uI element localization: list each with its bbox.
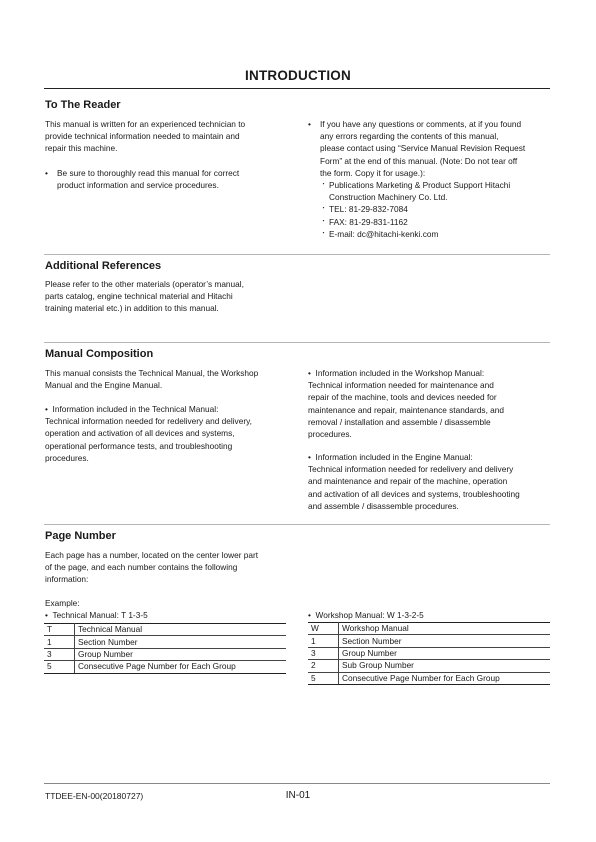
table-row: W Workshop Manual [308, 623, 550, 635]
section-heading-page-number: Page Number [45, 530, 116, 542]
bullet-icon: • [45, 404, 48, 414]
reader-bullet-read: • Be sure to thoroughly read this manual for correct product information and service procedures. [45, 168, 240, 191]
table-row: 3 Group Number [308, 647, 550, 659]
page-number-text: Each page has a number, located on the center lower part of the page, and each number contains the following information: [45, 550, 259, 585]
bullet-icon: • [308, 119, 311, 129]
section-divider [44, 524, 550, 525]
workshop-page-number-table [308, 622, 550, 685]
additional-references-text: Please refer to the other materials (operator’s manual, parts catalog, engine technical material and Hitachi training material etc.) in addition to this manual. [45, 279, 244, 314]
bullet-icon: • [45, 168, 48, 178]
section-divider [44, 342, 550, 343]
page-title: INTRODUCTION [245, 68, 351, 83]
section-heading-manual-composition: Manual Composition [45, 348, 154, 360]
bullet-icon: • [45, 610, 48, 620]
technical-page-number-table [44, 623, 286, 674]
contact-list [320, 179, 553, 240]
reader-bullet-contact: • If you have any questions or comments, at if you found any errors regarding the contents of this manual, please contact using “Service Manual Revision Request Form” at the end of this manual. (Note: Do not tear off the form. Copy it for usage.): ・ Publications Marketing & Product Support Hitachi Construction Machinery Co. Ltd. ・ TEL: 81-29-832-7084 ・ FAX: 81-29-831-1162 ・ E-mail: dc@hitachi-kenki.com [308, 118, 553, 240]
table-row: 3 Group Number [44, 648, 286, 660]
composition-intro: This manual consists the Technical Manual, the Workshop Manual and the Engine Manual. [45, 368, 259, 391]
engine-manual-info: • Information included in the Engine Manual: Technical information needed for redelivery and delivery and maintenance and repair of the machine, operation and activation of all devices and systems, troubleshooting and assemble / disassemble procedures. [308, 452, 520, 511]
workshop-manual-info: • Information included in the Workshop Manual: Technical information needed for maintenance and repair of the machine, tools and devices needed for maintenance and repair, maintenance standards, and removal / installation and assemble / disassemble procedures. [308, 368, 505, 440]
contact-item: ・ Publications Marketing & Product Support Hitachi Construction Machinery Co. Ltd. [320, 180, 511, 203]
page-number: IN-01 [285, 790, 311, 801]
bullet-icon: • [308, 610, 311, 620]
title-rule [44, 88, 550, 89]
section-heading-additional-references: Additional References [45, 260, 162, 272]
sub-bullet-icon: ・ [320, 205, 327, 213]
example-label: Example: [45, 598, 80, 608]
sub-bullet-icon: ・ [320, 229, 327, 237]
section-divider [44, 254, 550, 255]
sub-bullet-icon: ・ [320, 217, 327, 225]
technical-manual-example-label: • Technical Manual: T 1-3-5 [45, 610, 148, 620]
table-row: 1 Section Number [308, 635, 550, 647]
table-row: 5 Consecutive Page Number for Each Group [44, 661, 286, 673]
document-code: TTDEE-EN-00(20180727) [45, 791, 144, 801]
bullet-icon: • [308, 452, 311, 462]
sub-bullet-icon: ・ [320, 181, 327, 189]
footer-rule [44, 783, 550, 784]
contact-item: ・ TEL: 81-29-832-7084 [320, 204, 408, 215]
reader-intro: This manual is written for an experienced technician to provide technical information needed to maintain and repair this machine. [45, 119, 246, 154]
table-row: T Technical Manual [44, 624, 286, 636]
table-row: 5 Consecutive Page Number for Each Group [308, 672, 550, 684]
workshop-manual-example-label: • Workshop Manual: W 1-3-2-5 [308, 610, 424, 620]
contact-item: ・ FAX: 81-29-831-1162 [320, 216, 408, 227]
section-heading-to-the-reader: To The Reader [45, 99, 121, 111]
table-row: 1 Section Number [44, 636, 286, 648]
contact-item: ・ E-mail: dc@hitachi-kenki.com [320, 228, 439, 239]
bullet-icon: • [308, 368, 311, 378]
technical-manual-info: • Information included in the Technical Manual: Technical information needed for redelivery and delivery, operation and activation of all devices and systems, operational performance tests, and troubleshooting procedures. [45, 404, 252, 463]
table-row: 2 Sub Group Number [308, 660, 550, 672]
